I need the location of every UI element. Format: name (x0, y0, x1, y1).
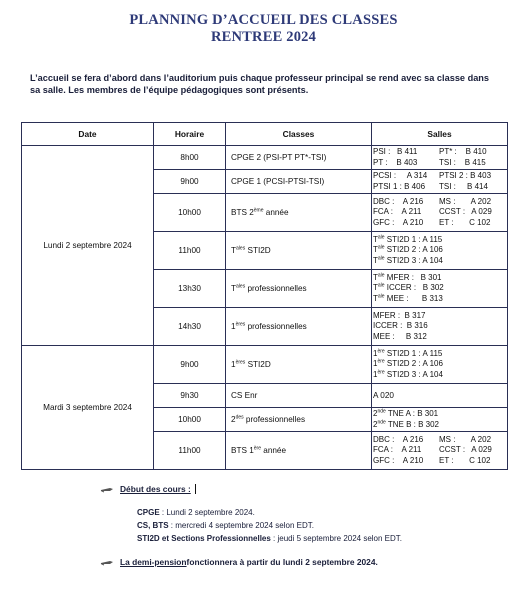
demi-pension-text: fonctionnera à partir du lundi 2 septembre 2024. (186, 557, 378, 567)
salle-sup: ale (377, 233, 385, 240)
cell-salles (372, 346, 508, 384)
cell-horaire: 11h00 (154, 432, 226, 470)
salle-entry: FCA : A 211 (373, 445, 422, 455)
salle-text: STI2D 1 : A 115 (384, 348, 443, 358)
page-title-line1: PLANNING D’ACCUEIL DES CLASSES (129, 12, 398, 28)
intro-paragraph: L’accueil se fera d’abord dans l’auditorium puis chaque professeur principal se rend avec sa classe dans sa salle. Les membres de l’équipe pédagogiques sont présents. (30, 73, 490, 95)
cell-classe (226, 232, 372, 270)
salle-entry (373, 256, 507, 267)
cell-classe: CS Enr (226, 384, 372, 408)
note-cpge-text: : Lundi 2 septembre 2024. (159, 508, 255, 517)
note-cs-label: CS, BTS (137, 521, 169, 530)
salle-entry (373, 349, 507, 360)
text-cursor (195, 484, 196, 494)
salle-entry: GFC : A 210 (373, 217, 424, 227)
classe-sup: ères (235, 321, 246, 328)
salle-sup: ère (377, 358, 385, 365)
classe-sup: des (235, 414, 244, 421)
cell-classe (226, 194, 372, 232)
salle-sup: nde (377, 418, 386, 425)
debut-cours-label: Début des cours : (120, 484, 191, 494)
salle-entry: PTSI 2 : B 403 (439, 170, 492, 180)
salle-text: 1 (373, 369, 378, 379)
salle-entry (373, 370, 507, 381)
salle-entry (373, 332, 507, 343)
salle-entry: PTSI 1 : B 406 (373, 181, 426, 191)
classe-text: année (263, 208, 289, 217)
table-row (22, 346, 508, 384)
salle-entry (373, 420, 507, 431)
date-day2: Mardi 3 septembre 2024 (22, 346, 154, 470)
salle-entry: TSI : B 415 (439, 157, 486, 167)
cell-salles (372, 270, 508, 308)
salle-entry: MS : A 202 (439, 196, 492, 206)
salle-entry: GFC : A 210 (373, 455, 424, 465)
classe-text: STI2D (245, 360, 271, 369)
cell-classe (226, 408, 372, 432)
salle-entry: ET : C 102 (439, 217, 491, 227)
cell-horaire: 9h00 (154, 170, 226, 194)
salle-entry (373, 359, 507, 370)
classe-sup: ales (236, 245, 246, 252)
classe-text: année (261, 446, 287, 455)
salle-entry: CCST : A 029 (439, 207, 492, 217)
salle-text: T (373, 245, 378, 255)
salle-entry: PCSI : A 314 (373, 170, 428, 180)
salle-text: 2 (373, 419, 378, 429)
salle-sup: ale (377, 293, 385, 300)
planning-table (21, 122, 508, 470)
classe-text: 1 (231, 360, 236, 369)
header-classes: Classes (226, 123, 372, 146)
salle-sup: ale (377, 271, 385, 278)
salle-entry: DBC : A 216 (373, 196, 424, 206)
classe-text: 2 (231, 415, 236, 424)
salle-entry (373, 311, 507, 322)
classe-text: professionnelles (245, 322, 307, 331)
salle-text: MFER : B 317 (373, 310, 426, 320)
cell-horaire: 8h00 (154, 146, 226, 170)
cell-horaire: 13h30 (154, 270, 226, 308)
salle-text: TNE A : B 301 (385, 408, 439, 418)
note-sti2d (137, 534, 402, 543)
salle-entry: PT* : B 410 (439, 146, 487, 156)
cell-salles (372, 384, 508, 408)
classe-text: BTS 2 (231, 208, 254, 217)
cell-horaire: 9h00 (154, 346, 226, 384)
cell-salles (372, 408, 508, 432)
cell-salles (372, 194, 508, 232)
salle-entry: A 020 (373, 391, 394, 400)
classe-text: professionnelles (243, 415, 306, 424)
page-title-line2: RENTREE 2024 (210, 29, 317, 45)
salle-entry: MS : A 202 (439, 434, 492, 444)
cell-salles (372, 432, 508, 470)
salle-text: STI2D 3 : A 104 (384, 369, 443, 379)
salle-text: STI2D 1 : A 115 (384, 234, 443, 244)
cell-horaire: 9h30 (154, 384, 226, 408)
note-cs-text: : mercredi 4 septembre 2024 selon EDT. (168, 521, 314, 530)
cell-salles (372, 146, 508, 170)
cell-horaire: 10h00 (154, 408, 226, 432)
cell-classe (226, 432, 372, 470)
salle-entry (373, 321, 507, 332)
note-sti-label: STI2D et Sections Professionnelles (137, 534, 271, 543)
salle-sup: ale (377, 255, 385, 262)
classe-text: T (231, 246, 237, 255)
salle-text: T (373, 283, 378, 293)
note-cpge (137, 508, 255, 517)
salle-entry: FCA : A 211 (373, 207, 422, 217)
salle-entry (373, 273, 507, 284)
table-row (22, 146, 508, 170)
header-salles: Salles (372, 123, 508, 146)
classe-text: STI2D (245, 246, 271, 255)
cell-classe (226, 346, 372, 384)
header-date: Date (22, 123, 154, 146)
classe-sup: ème (253, 207, 264, 214)
salle-entry: CCST : A 029 (439, 445, 492, 455)
salle-text: STI2D 2 : A 106 (384, 245, 443, 255)
salle-sup: ale (377, 244, 385, 251)
classe-text: T (231, 284, 237, 293)
salle-text: 1 (373, 359, 378, 369)
salle-text: STI2D 2 : A 106 (384, 359, 443, 369)
pen-bullet-icon (100, 485, 114, 494)
header-row (22, 123, 508, 146)
debut-cours-heading (100, 484, 196, 494)
date-day1: Lundi 2 septembre 2024 (22, 146, 154, 346)
cell-salles (372, 308, 508, 346)
salle-sup: ère (377, 369, 385, 376)
salle-sup: ère (377, 347, 385, 354)
salle-text: T (373, 272, 378, 282)
salle-text: ICCER : B 316 (373, 321, 428, 331)
salle-text: ICCER : B 302 (384, 283, 444, 293)
salle-text: 2 (373, 408, 378, 418)
demi-pension-label: La demi-pension (120, 557, 187, 567)
header-horaire: Horaire (154, 123, 226, 146)
salle-text: T (373, 255, 378, 265)
salle-entry: TSI : B 414 (439, 181, 488, 191)
salle-sup: nde (377, 408, 386, 415)
demi-pension-note (100, 557, 378, 567)
note-cpge-label: CPGE (137, 508, 160, 517)
salle-entry: DBC : A 216 (373, 434, 424, 444)
salle-entry (373, 245, 507, 256)
salle-text: STI2D 3 : A 104 (384, 255, 443, 265)
cell-classe: CPGE 2 (PSI-PT PT*-TSI) (226, 146, 372, 170)
classe-text: 1 (231, 322, 236, 331)
cell-classe (226, 270, 372, 308)
salle-entry (373, 294, 507, 305)
salle-sup: ale (377, 282, 385, 289)
cell-classe: CPGE 1 (PCSI-PTSI-TSI) (226, 170, 372, 194)
classe-sup: ères (235, 359, 246, 366)
classe-text: BTS 1 (231, 446, 254, 455)
classe-sup: ales (236, 283, 246, 290)
salle-text: MEE : B 313 (384, 293, 443, 303)
note-cs-bts (137, 521, 314, 530)
classe-text: professionnelles (245, 284, 307, 293)
cell-salles (372, 170, 508, 194)
cell-classe (226, 308, 372, 346)
salle-text: 1 (373, 348, 378, 358)
salle-text: MFER : B 301 (384, 272, 442, 282)
classe-sup: ère (253, 445, 261, 452)
salle-text: T (373, 234, 378, 244)
salle-text: T (373, 293, 378, 303)
salle-text: TNE B : B 302 (385, 419, 440, 429)
cell-horaire: 14h30 (154, 308, 226, 346)
salle-entry (373, 235, 507, 246)
salle-entry: PSI : B 411 (373, 146, 418, 156)
salle-entry: ET : C 102 (439, 455, 491, 465)
salle-entry (373, 409, 507, 420)
salle-text: MEE : B 312 (373, 331, 427, 341)
pen-bullet-icon (100, 558, 114, 567)
cell-salles (372, 232, 508, 270)
note-sti-text: : jeudi 5 septembre 2024 selon EDT. (270, 534, 403, 543)
salle-entry: PT : B 403 (373, 157, 418, 167)
salle-entry (373, 283, 507, 294)
cell-horaire: 11h00 (154, 232, 226, 270)
cell-horaire: 10h00 (154, 194, 226, 232)
